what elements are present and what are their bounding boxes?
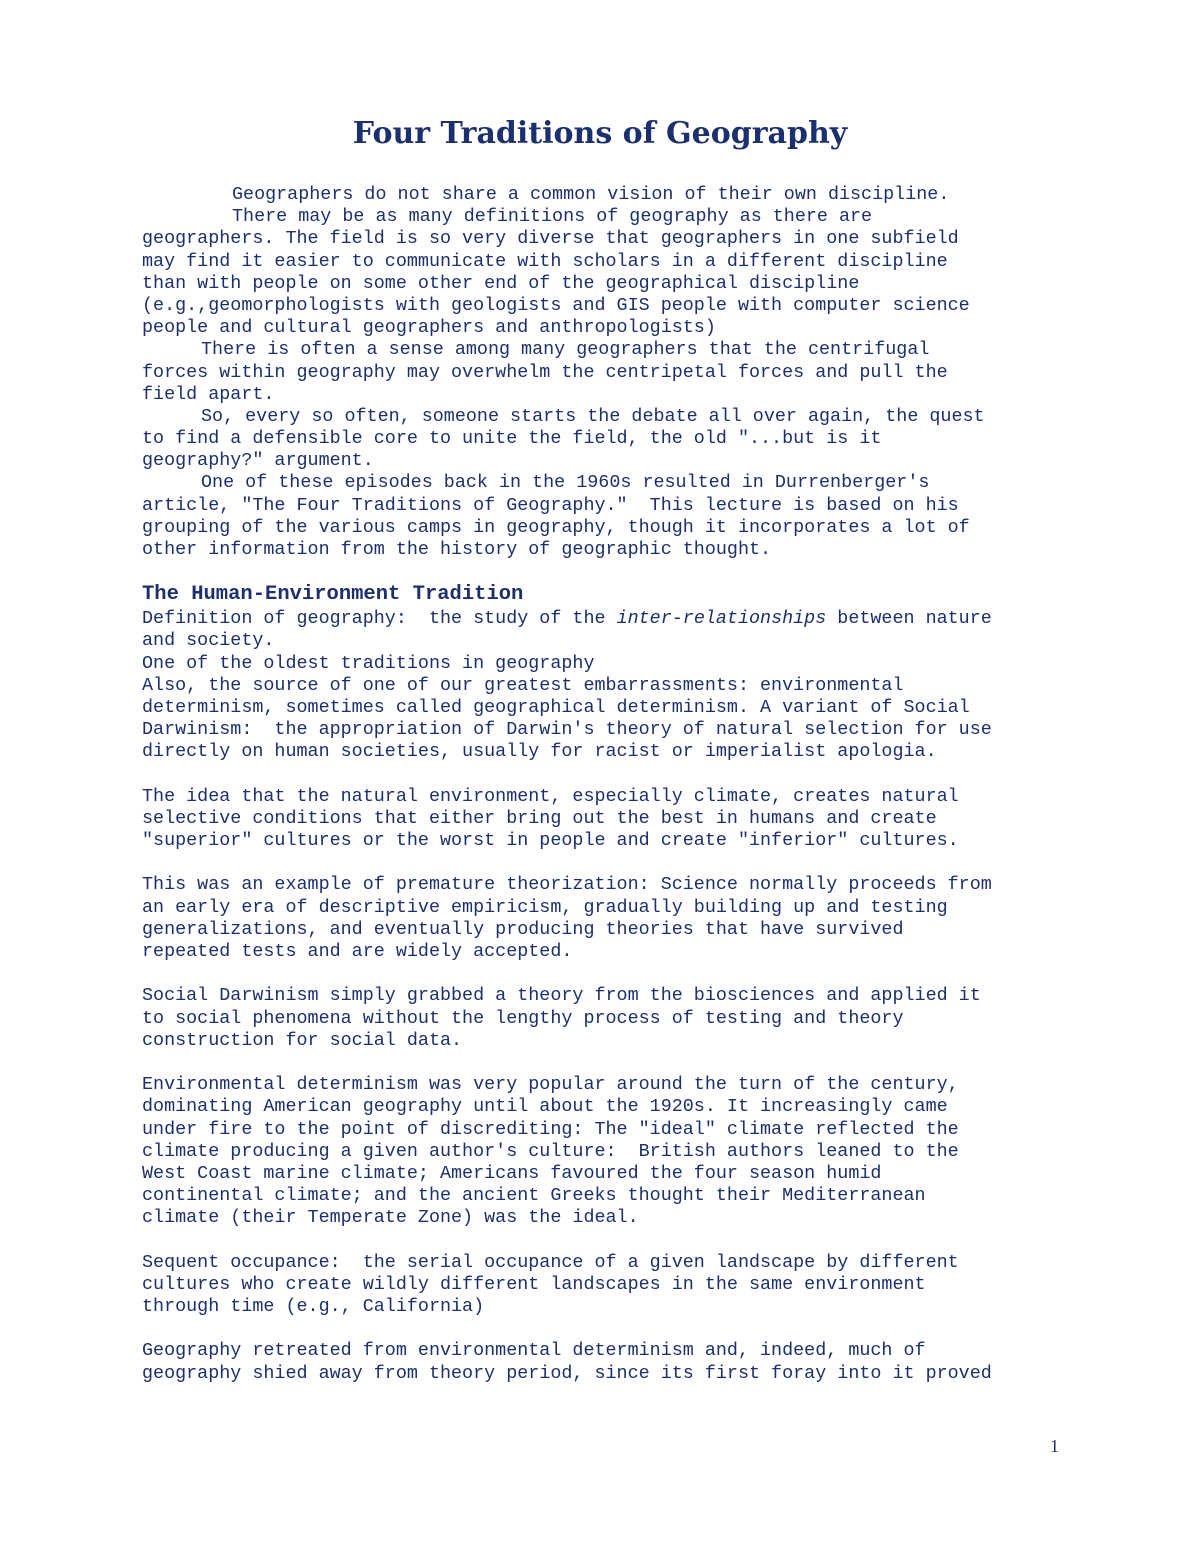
definition-text: Definition of geography: the study of the: [142, 608, 617, 630]
text-line: through time (e.g., California): [142, 1296, 485, 1317]
blank-line: [142, 1052, 1092, 1074]
text-line: and society.: [142, 630, 275, 652]
text-line: than with people on some other end of the geographical discipline: [142, 272, 860, 294]
text-line: people and cultural geographers and anthropologists): [142, 317, 716, 339]
definition-emphasis: inter-relationships: [616, 608, 827, 630]
text-line: may find it easier to communicate with scholars in a different discipline: [142, 250, 948, 272]
blank-line: [142, 1318, 1092, 1340]
blank-line: [142, 764, 1092, 786]
text-line: So, every so often, someone starts the debate all over again, the quest: [201, 405, 985, 427]
text-line: The idea that the natural environment, especially climate, creates natural: [142, 785, 959, 807]
text-line: West Coast marine climate; Americans favoured the four season humid: [142, 1162, 882, 1184]
text-line: construction for social data.: [142, 1029, 463, 1051]
text-line: Darwinism: the appropriation of Darwin's theory of natural selection for use: [142, 719, 992, 741]
text-line: field apart.: [142, 383, 275, 405]
text-line: "superior" cultures or the worst in people and create "inferior" cultures.: [142, 830, 959, 852]
text-line: This was an example of premature theorization: Science normally proceeds from: [142, 874, 992, 896]
text-line: continental climate; and the ancient Greeks thought their Mediterranean: [142, 1185, 926, 1207]
text-line: There is often a sense among many geographers that the centrifugal: [201, 339, 930, 361]
text-line: geography shied away from theory period, since its first foray into it proved: [142, 1362, 992, 1384]
text-line: climate producing a given author's culture: British authors leaned to the: [142, 1140, 959, 1162]
definition-line: [142, 608, 1092, 630]
section-heading: The Human-Environment Tradition: [142, 583, 524, 607]
text-line: cultures who create wildly different landscapes in the same environment: [142, 1273, 926, 1295]
text-line: Geography retreated from environmental determinism and, indeed, much of: [142, 1340, 926, 1362]
text-line: under fire to the point of discrediting: The "ideal" climate reflected the: [142, 1118, 959, 1140]
text-line: forces within geography may overwhelm the centripetal forces and pull the: [142, 361, 948, 383]
text-line: (e.g.,geomorphologists with geologists and GIS people with computer science: [142, 294, 970, 316]
page-number: 1: [1050, 1436, 1059, 1456]
document-title: Four Traditions of Geography: [352, 116, 848, 151]
text-line: selective conditions that either bring out the best in humans and create: [142, 807, 937, 829]
text-line: grouping of the various camps in geography, though it incorporates a lot of: [142, 516, 970, 538]
blank-line: [142, 852, 1092, 874]
text-line: One of these episodes back in the 1960s resulted in Durrenberger's: [201, 472, 930, 494]
text-line: One of the oldest traditions in geography: [142, 652, 595, 674]
text-line: article, "The Four Traditions of Geography." This lecture is based on his: [142, 494, 959, 516]
text-line: There may be as many definitions of geography as there are: [232, 206, 873, 228]
text-line: repeated tests and are widely accepted.: [142, 941, 573, 962]
text-line: Social Darwinism simply grabbed a theory from the biosciences and applied it: [142, 985, 981, 1007]
text-line: directly on human societies, usually for racist or imperialist apologia.: [142, 741, 937, 763]
text-line: Environmental determinism was very popular around the turn of the century,: [142, 1074, 959, 1096]
text-line: dominating American geography until about the 1920s. It increasingly came: [142, 1096, 948, 1118]
text-line: geographers. The field is so very diverse that geographers in one subfield: [142, 228, 959, 250]
text-line: to find a defensible core to unite the field, the old "...but is it: [142, 428, 882, 450]
text-line: other information from the history of geographic thought.: [142, 539, 772, 560]
text-line: generalizations, and eventually producing theories that have survived: [142, 918, 904, 940]
document-body: [142, 184, 1092, 1385]
text-line: geography?" argument.: [142, 450, 374, 472]
text-line: Geographers do not share a common vision of their own discipline.: [232, 184, 950, 205]
text-line: to social phenomena without the lengthy process of testing and theory: [142, 1007, 904, 1029]
text-line: Also, the source of one of our greatest embarrassments: environmental: [142, 674, 904, 696]
text-line: determinism, sometimes called geographical determinism. A variant of Social: [142, 696, 970, 718]
blank-line: [142, 963, 1092, 985]
text-line: an early era of descriptive empiricism, gradually building up and testing: [142, 896, 948, 918]
blank-line: [142, 1229, 1092, 1251]
text-line: climate (their Temperate Zone) was the ideal.: [142, 1207, 639, 1229]
definition-text: between nature: [826, 608, 992, 630]
text-line: Sequent occupance: the serial occupance of a given landscape by different: [142, 1251, 959, 1273]
